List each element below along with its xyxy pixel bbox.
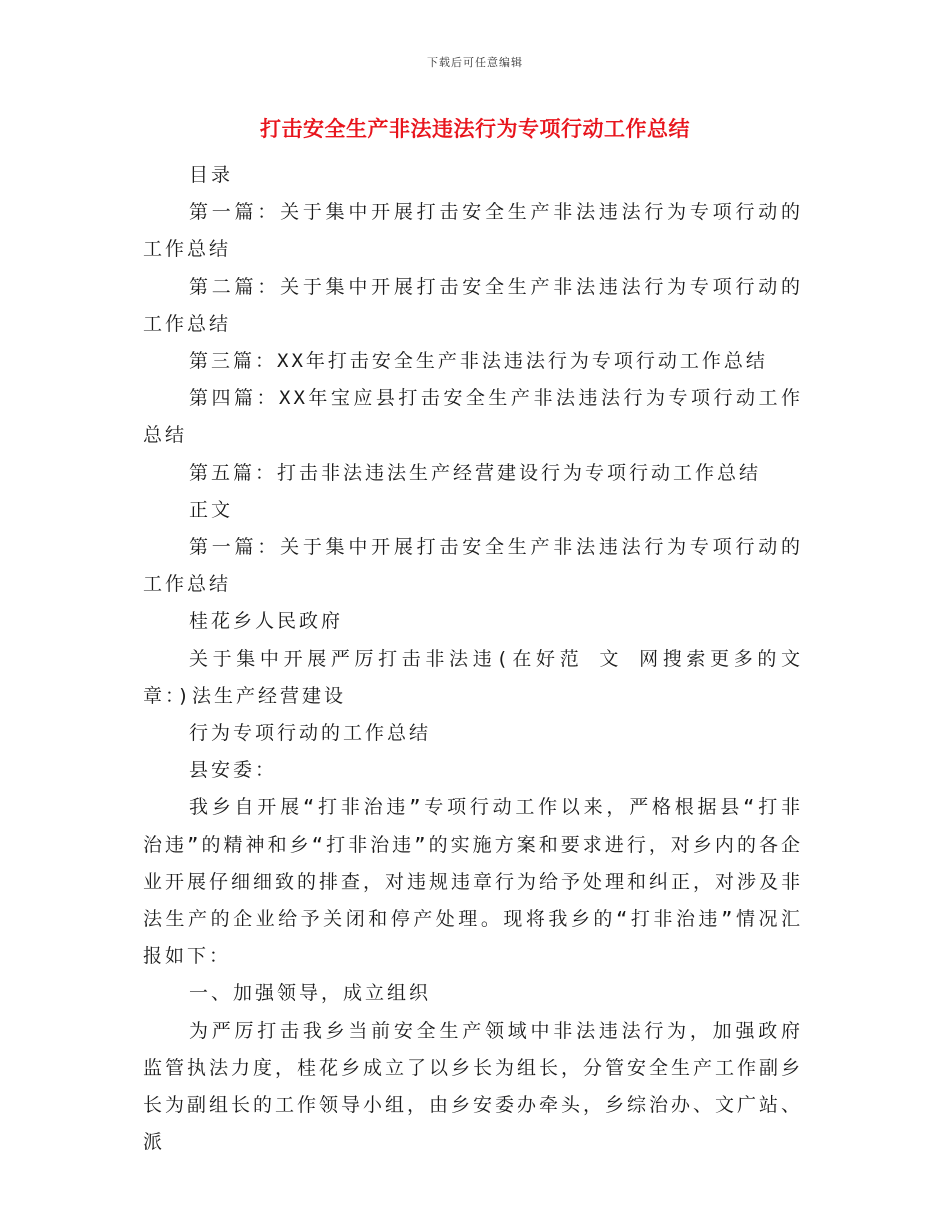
document-body (143, 157, 803, 1161)
author-line: 桂花乡人民政府 (189, 610, 344, 633)
toc-item-5: 第五篇：打击非法违法生产经营建设行为专项行动工作总结 (189, 461, 762, 484)
page-header-note: 下载后可任意编辑 (427, 56, 523, 69)
report-title-line-1: 关于集中开展严厉打击非法违(在好范 文 网搜索更多的文章：)法生产经营建设 (143, 647, 803, 707)
section-title: 第一篇：关于集中开展打击安全生产非法违法行为专项行动的工作总结 (143, 536, 803, 596)
toc-item-1: 第一篇：关于集中开展打击安全生产非法违法行为专项行动的工作总结 (143, 201, 803, 261)
toc-item-2: 第二篇：关于集中开展打击安全生产非法违法行为专项行动的工作总结 (143, 275, 803, 335)
subheading-1: 一、加强领导，成立组织 (189, 982, 432, 1005)
body-paragraph: 我乡自开展“打非治违”专项行动工作以来，严格根据县“打非治违”的精神和乡“打非治违”的实施方案和要求进行，对乡内的各企业开展仔细细致的排查，对违规违章行为给予处理和纠正，对涉及非法生产的企业给予关闭和停产处理。现将我乡的“打非治违”情况汇报如下： (143, 796, 804, 968)
toc-heading: 目录 (189, 164, 234, 186)
toc-item-3: 第三篇：XX年打击安全生产非法违法行为专项行动工作总结 (189, 350, 768, 373)
salutation: 县安委： (189, 759, 278, 782)
toc-item-4: 第四篇：XX年宝应县打击安全生产非法违法行为专项行动工作总结 (143, 387, 803, 447)
body-paragraph: 为严厉打击我乡当前安全生产领域中非法违法行为，加强政府监管执法力度，桂花乡成立了以乡长为组长，分管安全生产工作副乡长为副组长的工作领导小组，由乡安委办牵头，乡综治办、文广站、派 (143, 1019, 804, 1154)
report-title-line-2: 行为专项行动的工作总结 (189, 722, 432, 745)
body-heading: 正文 (189, 498, 234, 521)
document-title: 打击安全生产非法违法行为专项行动工作总结 (260, 117, 690, 141)
